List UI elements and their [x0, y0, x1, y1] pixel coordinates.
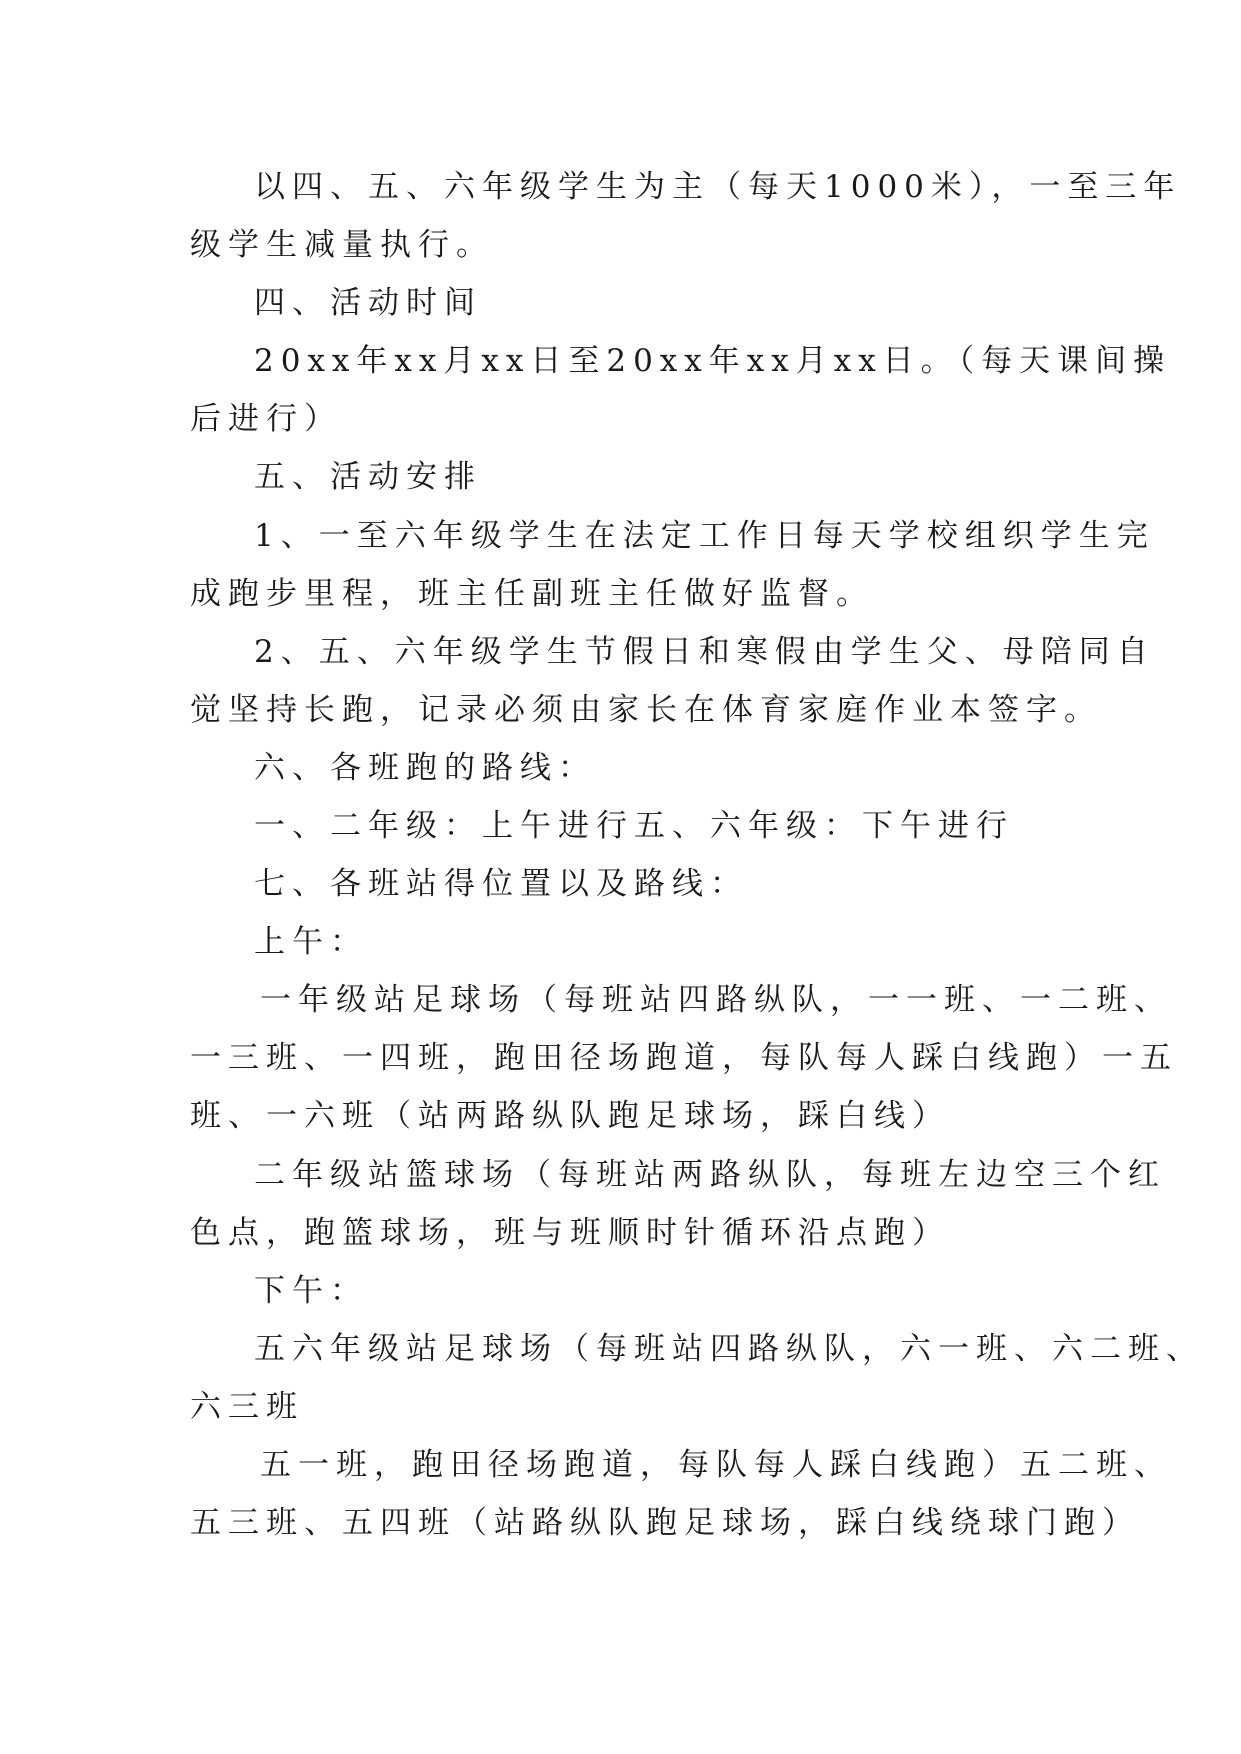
- paragraph-line: 一、二年级：上午进行五、六年级：下午进行: [254, 808, 1014, 844]
- paragraph-line: 以四、五、六年级学生为主（每天1000米），一至三年: [254, 169, 1182, 205]
- paragraph-line: 五一班，跑田径场跑道，每队每人踩白线跑）五二班、: [260, 1447, 1172, 1483]
- paragraph-line: 1、一至六年级学生在法定工作日每天学校组织学生完: [254, 518, 1155, 554]
- section-heading-routes: 六、各班跑的路线：: [254, 750, 596, 786]
- paragraph-line: 二年级站篮球场（每班站两路纵队，每班左边空三个红: [254, 1157, 1166, 1193]
- paragraph-line: 觉坚持长跑，记录必须由家长在体育家庭作业本签字。: [190, 692, 1102, 728]
- paragraph-line: 成跑步里程，班主任副班主任做好监督。: [190, 576, 874, 612]
- paragraph-line: 一年级站足球场（每班站四路纵队，一一班、一二班、: [260, 982, 1172, 1018]
- section-heading-activity-time: 四、活动时间: [254, 285, 482, 321]
- paragraph-line: 20xx年xx月xx日至20xx年xx月xx日。（每天课间操: [254, 343, 1172, 379]
- subheading-afternoon: 下午：: [254, 1273, 368, 1309]
- paragraph-line: 六三班: [190, 1389, 304, 1425]
- paragraph-line: 后进行）: [190, 401, 342, 437]
- section-heading-activity-arrangement: 五、活动安排: [254, 459, 482, 495]
- subheading-morning: 上午：: [254, 924, 368, 960]
- paragraph-line: 一三班、一四班，跑田径场跑道，每队每人踩白线跑）一五: [190, 1040, 1178, 1076]
- paragraph-line: 2、五、六年级学生节假日和寒假由学生父、母陪同自: [254, 634, 1155, 670]
- paragraph-line: 色点，跑篮球场，班与班顺时针循环沿点跑）: [190, 1215, 950, 1251]
- section-heading-positions: 七、各班站得位置以及路线：: [254, 866, 748, 902]
- paragraph-line: 五六年级站足球场（每班站四路纵队，六一班、六二班、: [254, 1331, 1204, 1367]
- paragraph-line: 级学生减量执行。: [190, 227, 494, 263]
- paragraph-line: 五三班、五四班（站路纵队跑足球场，踩白线绕球门跑）: [190, 1505, 1140, 1541]
- paragraph-line: 班、一六班（站两路纵队跑足球场，踩白线）: [190, 1098, 950, 1134]
